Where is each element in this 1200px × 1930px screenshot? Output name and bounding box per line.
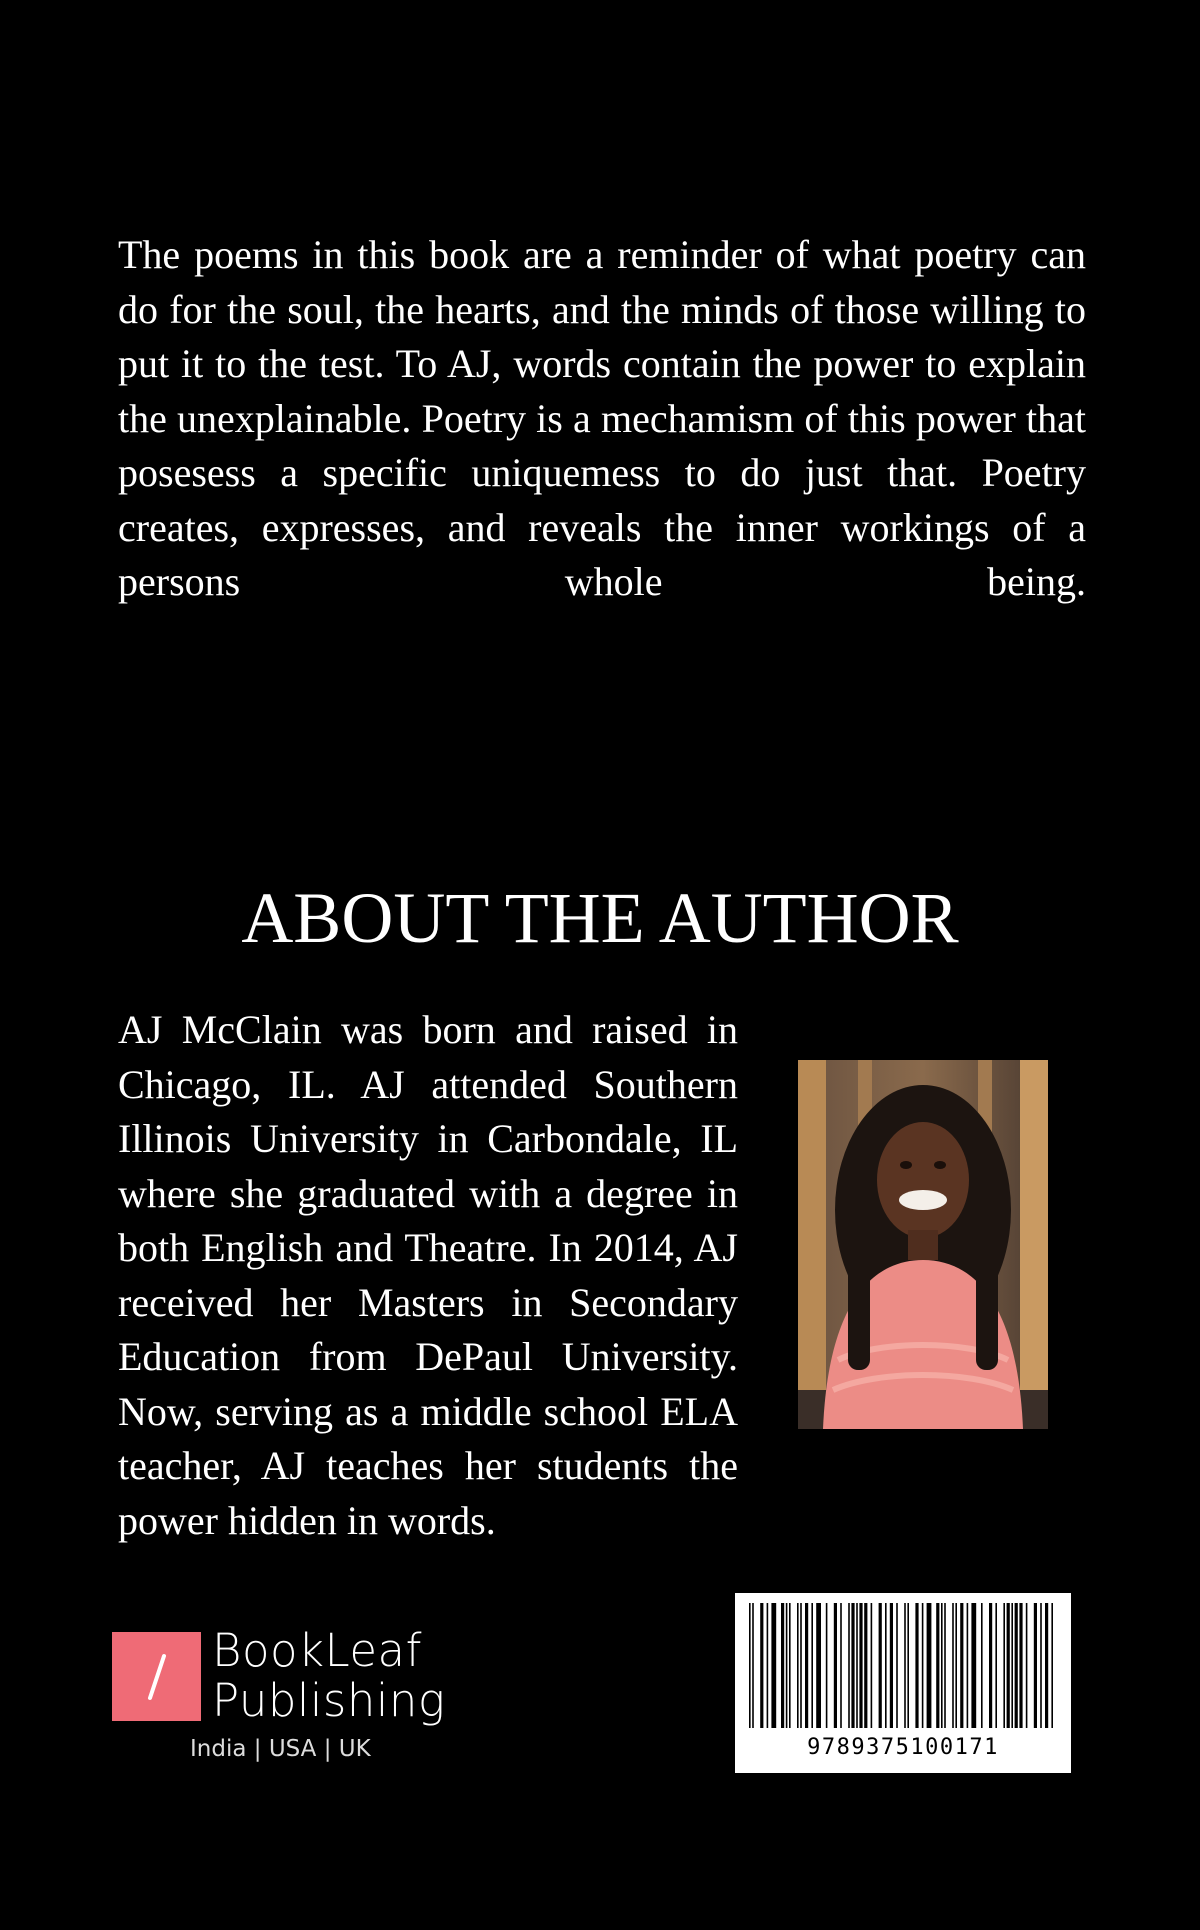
barcode-bar: [781, 1603, 784, 1728]
barcode-bar: [864, 1603, 867, 1728]
barcode-bar: [800, 1603, 802, 1728]
barcode-bar: [922, 1603, 924, 1728]
barcode-bar: [890, 1603, 893, 1728]
barcode-bar: [851, 1603, 854, 1728]
barcode-bar: [816, 1603, 821, 1728]
barcode-bar: [1051, 1603, 1053, 1728]
barcode-bar: [955, 1603, 957, 1728]
barcode-bar: [859, 1603, 862, 1728]
barcode-bar: [856, 1603, 858, 1728]
barcode-bar: [805, 1603, 808, 1728]
barcode-bar: [927, 1603, 932, 1728]
slash-icon: [112, 1632, 201, 1721]
barcode-bar: [907, 1603, 909, 1728]
barcode-bar: [797, 1603, 799, 1728]
isbn-barcode: [735, 1593, 1071, 1773]
barcode-bar: [936, 1603, 939, 1728]
barcode-bar: [915, 1603, 918, 1728]
barcode-bar: [749, 1603, 751, 1728]
barcode-bar: [1007, 1603, 1010, 1728]
barcode-bar: [1019, 1603, 1022, 1728]
barcode-bar: [1034, 1603, 1037, 1728]
isbn-number: 9789375100171: [807, 1735, 999, 1760]
barcode-bars: [735, 1593, 1071, 1735]
barcode-bar: [1040, 1603, 1042, 1728]
barcode-bar: [879, 1603, 882, 1728]
barcode-bar: [941, 1603, 943, 1728]
barcode-bar: [960, 1603, 963, 1728]
publisher-regions: India | USA | UK: [190, 1736, 371, 1762]
barcode-bar: [1045, 1603, 1048, 1728]
barcode-bar: [871, 1603, 873, 1728]
about-the-author-heading: ABOUT THE AUTHOR: [241, 878, 959, 958]
barcode-bar: [752, 1603, 754, 1728]
barcode-bar: [811, 1603, 813, 1728]
author-photo: [798, 1060, 1048, 1429]
publisher-name-line2: Publishing: [212, 1674, 446, 1727]
barcode-bar: [848, 1603, 850, 1728]
barcode-bar: [834, 1603, 837, 1728]
barcode-bar: [989, 1603, 992, 1728]
publisher-name: [212, 1626, 445, 1726]
author-bio: AJ McClain was born and raised in Chicago, IL. AJ attended Southern Illinois University in Carbondale, IL where she graduated with a degree in both English and Theatre. In 2014, AJ received her Masters in Secondary Education from DePaul University. Now, serving as a middle school ELA teacher, AJ teaches her students the power hidden in words.: [118, 1007, 738, 1543]
barcode-bar: [1015, 1603, 1018, 1728]
barcode-bar: [771, 1603, 776, 1728]
barcode-bar: [944, 1603, 946, 1728]
barcode-bar: [896, 1603, 898, 1728]
back-cover-blurb: The poems in this book are a reminder of what poetry can do for the soul, the hearts, and the minds of those willing to put it to the test. To AJ, words contain the power to explain the unexplainable. Poetry is a mechamism of this power that posesess a specific uniquemess to do just that. Poetry creates, expresses, and reveals the inner workings of a persons whole being.: [118, 232, 1086, 604]
publisher-logo: [112, 1624, 452, 1770]
barcode-bar: [826, 1603, 828, 1728]
barcode-bar: [885, 1603, 887, 1728]
barcode-bar: [789, 1603, 791, 1728]
barcode-bar: [840, 1603, 842, 1728]
publisher-name-line1: BookLeaf: [212, 1624, 422, 1677]
barcode-bar: [1026, 1603, 1028, 1728]
barcode-bar: [971, 1603, 976, 1728]
barcode-bar: [904, 1603, 906, 1728]
barcode-bar: [1003, 1603, 1005, 1728]
barcode-bar: [981, 1603, 983, 1728]
barcode-bar: [995, 1603, 997, 1728]
barcode-bar: [952, 1603, 954, 1728]
barcode-bar: [1011, 1603, 1013, 1728]
barcode-bar: [767, 1603, 769, 1728]
barcode-bar: [760, 1603, 763, 1728]
barcode-bar: [967, 1603, 969, 1728]
barcode-bar: [786, 1603, 788, 1728]
